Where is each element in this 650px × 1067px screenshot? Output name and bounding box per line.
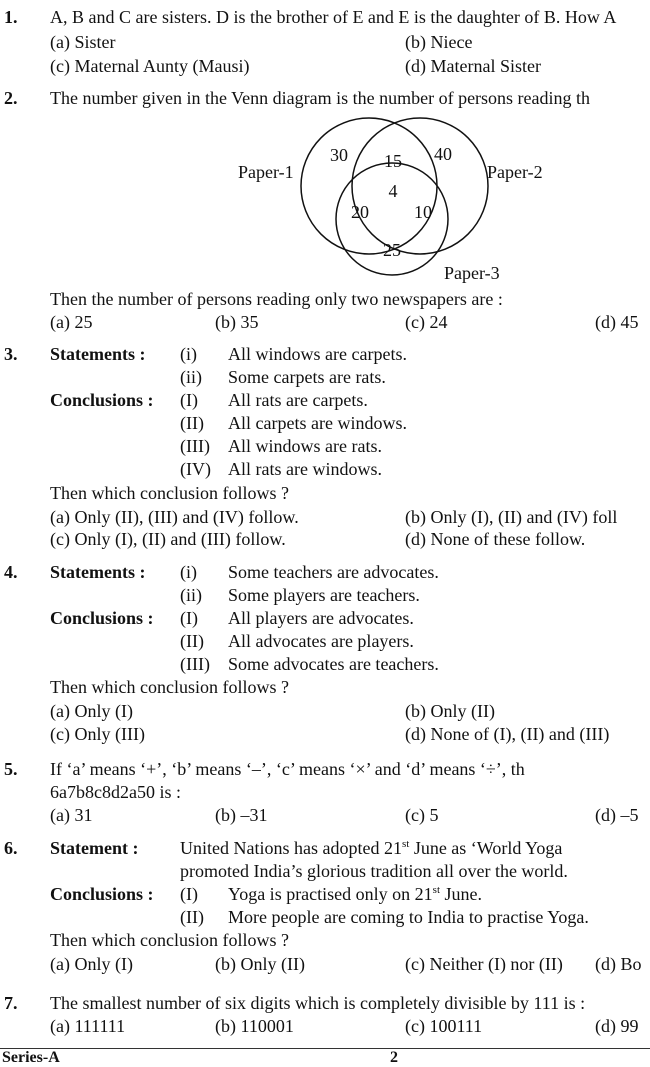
statement-text: Some teachers are advocates. [228, 562, 439, 582]
option-d: (d) 99 [595, 1016, 639, 1036]
option-c: (c) Neither (I) nor (II) [405, 954, 563, 974]
conclusion-number: (III) [180, 436, 210, 456]
question-number: 2. [4, 88, 18, 108]
statements-label: Statements : [50, 562, 146, 582]
conclusion-number: (II) [180, 631, 204, 651]
conclusions-label: Conclusions : [50, 884, 154, 904]
region-paper-1-3: 20 [351, 202, 369, 222]
option-b: (b) Only (I), (II) and (IV) foll [405, 507, 618, 527]
paper-2-circle [352, 118, 488, 254]
option-b: (b) Only (II) [215, 954, 305, 974]
option-b: (b) Niece [405, 32, 473, 52]
statement-number: (i) [180, 344, 197, 364]
question-number: 3. [4, 344, 18, 364]
question-followup: Then which conclusion follows ? [50, 677, 289, 697]
option-d: (d) Bo [595, 954, 642, 974]
question-number: 1. [4, 7, 18, 27]
option-c: (c) 5 [405, 805, 439, 825]
conclusion-text: All rats are carpets. [228, 390, 368, 410]
question-expression: 6a7b8c8d2a50 is : [50, 782, 181, 802]
question-number: 7. [4, 993, 18, 1013]
option-c: (c) Only (III) [50, 724, 145, 744]
option-d: (d) Maternal Sister [405, 56, 541, 76]
region-all-papers: 4 [388, 181, 398, 201]
question-text: The smallest number of six digits which is completely divisible by 111 is : [50, 993, 586, 1013]
statement-number: (ii) [180, 585, 202, 605]
question-number: 6. [4, 838, 18, 858]
conclusion-text: Some advocates are teachers. [228, 654, 439, 674]
option-a: (a) Only (I) [50, 701, 133, 721]
paper-2-label: Paper-2 [487, 162, 543, 182]
paper-1-label: Paper-1 [238, 162, 294, 182]
option-a: (a) 31 [50, 805, 93, 825]
conclusion-number: (II) [180, 413, 204, 433]
conclusion-text: All rats are windows. [228, 459, 382, 479]
option-d: (d) None of these follow. [405, 529, 586, 549]
question-number: 5. [4, 759, 18, 779]
statement-text-continued: promoted India’s glorious tradition all over the world. [180, 861, 568, 881]
conclusion-number: (II) [180, 907, 204, 927]
statement-text: Some players are teachers. [228, 585, 420, 605]
region-only-paper-1: 30 [330, 145, 348, 165]
statement-text: All windows are carpets. [228, 344, 407, 364]
option-a: (a) Only (I) [50, 954, 133, 974]
conclusion-number: (I) [180, 608, 198, 628]
region-paper-1-2: 15 [384, 151, 402, 171]
conclusion-number: (I) [180, 884, 198, 904]
option-a: (a) Only (II), (III) and (IV) follow. [50, 507, 299, 527]
option-a: (a) 25 [50, 312, 93, 332]
region-only-paper-2: 40 [434, 144, 452, 164]
option-d: (d) –5 [595, 805, 639, 825]
conclusion-number: (IV) [180, 459, 211, 479]
statement-label: Statement : [50, 838, 139, 858]
conclusion-text: All carpets are windows. [228, 413, 407, 433]
conclusions-label: Conclusions : [50, 608, 154, 628]
option-c: (c) Only (I), (II) and (III) follow. [50, 529, 286, 549]
region-only-paper-3: 25 [383, 240, 401, 260]
question-text: A, B and C are sisters. D is the brother of E and E is the daughter of B. How A [50, 7, 617, 27]
statement-number: (i) [180, 562, 197, 582]
option-a: (a) 111111 [50, 1016, 126, 1036]
conclusion-text: More people are coming to India to practise Yoga. [228, 907, 589, 927]
venn-diagram [0, 0, 650, 300]
footer-divider [0, 1048, 650, 1049]
paper-3-label: Paper-3 [444, 263, 500, 283]
paper-1-circle [301, 118, 437, 254]
option-b: (b) Only (II) [405, 701, 495, 721]
option-b: (b) –31 [215, 805, 268, 825]
series-label: Series-A [2, 1049, 60, 1066]
conclusion-number: (I) [180, 390, 198, 410]
conclusion-text: All advocates are players. [228, 631, 414, 651]
question-text: If ‘a’ means ‘+’, ‘b’ means ‘–’, ‘c’ means ‘×’ and ‘d’ means ‘÷’, th [50, 759, 525, 779]
statements-label: Statements : [50, 344, 146, 364]
option-c: (c) 24 [405, 312, 448, 332]
option-d: (d) 45 [595, 312, 639, 332]
conclusion-number: (III) [180, 654, 210, 674]
statement-text: United Nations has adopted 21st June as ‘World Yoga [180, 838, 563, 858]
option-a: (a) Sister [50, 32, 116, 52]
question-followup: Then which conclusion follows ? [50, 483, 289, 503]
statement-number: (ii) [180, 367, 202, 387]
question-number: 4. [4, 562, 18, 582]
option-d: (d) None of (I), (II) and (III) [405, 724, 610, 744]
conclusions-label: Conclusions : [50, 390, 154, 410]
question-text: The number given in the Venn diagram is the number of persons reading th [50, 88, 591, 108]
statement-text: Some carpets are rats. [228, 367, 386, 387]
region-paper-2-3: 10 [414, 202, 432, 222]
option-c: (c) Maternal Aunty (Mausi) [50, 56, 250, 76]
conclusion-text: Yoga is practised only on 21st June. [228, 884, 483, 904]
option-b: (b) 110001 [215, 1016, 294, 1036]
conclusion-text: All players are advocates. [228, 608, 414, 628]
question-followup: Then the number of persons reading only two newspapers are : [50, 289, 503, 309]
option-c: (c) 100111 [405, 1016, 483, 1036]
conclusion-text: All windows are rats. [228, 436, 382, 456]
question-followup: Then which conclusion follows ? [50, 930, 289, 950]
option-b: (b) 35 [215, 312, 259, 332]
page-number: 2 [390, 1049, 398, 1066]
